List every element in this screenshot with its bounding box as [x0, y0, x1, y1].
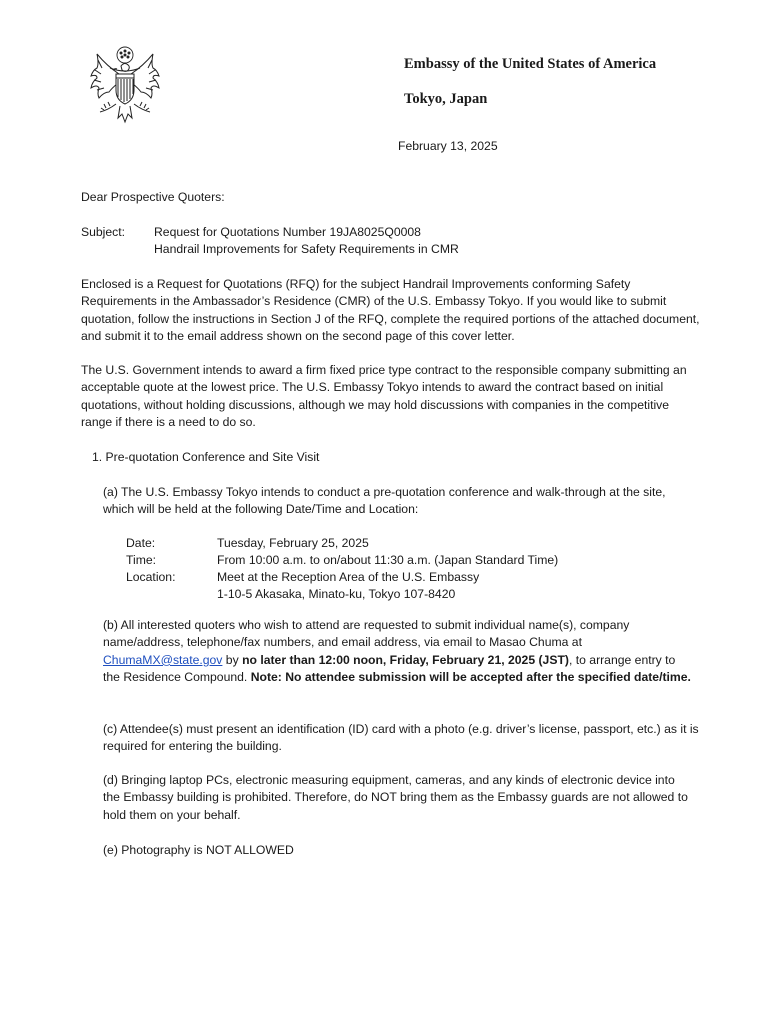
section-title: 1. Pre-quotation Conference and Site Visit [92, 450, 320, 464]
item-a: (a) The U.S. Embassy Tokyo intends to conduct a pre-quotation conference and walk-through at the site, which will be held at the following Date/Time and Location: [103, 485, 666, 517]
item-c: (c) Attendee(s) must present an identification (ID) card with a photo (e.g. driver’s license, passport, etc.) as it is required for entering the building. [103, 722, 699, 754]
detail-location [126, 569, 479, 586]
item-e: (e) Photography is NOT ALLOWED [103, 843, 294, 857]
subject-line-2: Handrail Improvements for Safety Requirements in CMR [154, 242, 459, 256]
email-link[interactable]: ChumaMX@state.gov [103, 652, 223, 667]
item-b [103, 617, 693, 687]
location-value-1: Meet at the Reception Area of the U.S. Embassy [217, 570, 480, 584]
embassy-name: Embassy of the United States of America [404, 56, 657, 72]
eagle-seal-icon [86, 44, 164, 126]
time-label: Time: [126, 553, 157, 567]
subject-label: Subject: [81, 225, 126, 239]
item-b-text-3: , to arrange entry to the Residence Compound. [103, 652, 676, 685]
deadline-text: no later than 12:00 noon, Friday, February 21, 2025 (JST) [242, 652, 569, 667]
detail-date [126, 535, 369, 552]
item-b-text-1: (b) All interested quoters who wish to attend are requested to submit individual name(s), company name/address, telephone/fax numbers, and email address, via email to Masao Chuma at [103, 618, 630, 650]
letter-date: February 13, 2025 [398, 139, 498, 153]
embassy-seal-logo [86, 44, 164, 126]
item-d: (d) Bringing laptop PCs, electronic measuring equipment, cameras, and any kinds of electronic device into the Embassy building is prohibited. Therefore, do NOT bring them as the Embassy guards are not allowed to hold them on your behalf. [103, 773, 688, 822]
salutation: Dear Prospective Quoters: [81, 190, 225, 204]
embassy-city: Tokyo, Japan [404, 91, 488, 107]
subject-line-1: Request for Quotations Number 19JA8025Q0008 [154, 225, 421, 239]
detail-time [126, 552, 558, 569]
location-value-2: 1-10-5 Akasaka, Minato-ku, Tokyo 107-8420 [217, 587, 456, 601]
paragraph-intro: Enclosed is a Request for Quotations (RFQ) for the subject Handrail Improvements conforming Safety Requirements in the Ambassador’s Residence (CMR) of the U.S. Embassy Tokyo. If you would like to submit quotation, follow the instructions in Section J of the RFQ, complete the required portions of the attached document, and submit it to the email address shown on the second page of this cover letter. [81, 277, 700, 344]
item-b-text-2: by [222, 652, 243, 667]
date-label: Date: [126, 536, 156, 550]
date-value: Tuesday, February 25, 2025 [217, 536, 369, 550]
attendee-note: Note: No attendee submission will be accepted after the specified date/time. [250, 670, 691, 685]
time-value: From 10:00 a.m. to on/about 11:30 a.m. (Japan Standard Time) [217, 553, 559, 567]
location-label: Location: [126, 570, 176, 584]
paragraph-award: The U.S. Government intends to award a firm fixed price type contract to the responsible company submitting an acceptable quote at the lowest price. The U.S. Embassy Tokyo intends to award the contract based on initial quotations, without holding discussions, although we may hold discussions with companies in the competitive range if there is a need to do so. [81, 363, 687, 430]
